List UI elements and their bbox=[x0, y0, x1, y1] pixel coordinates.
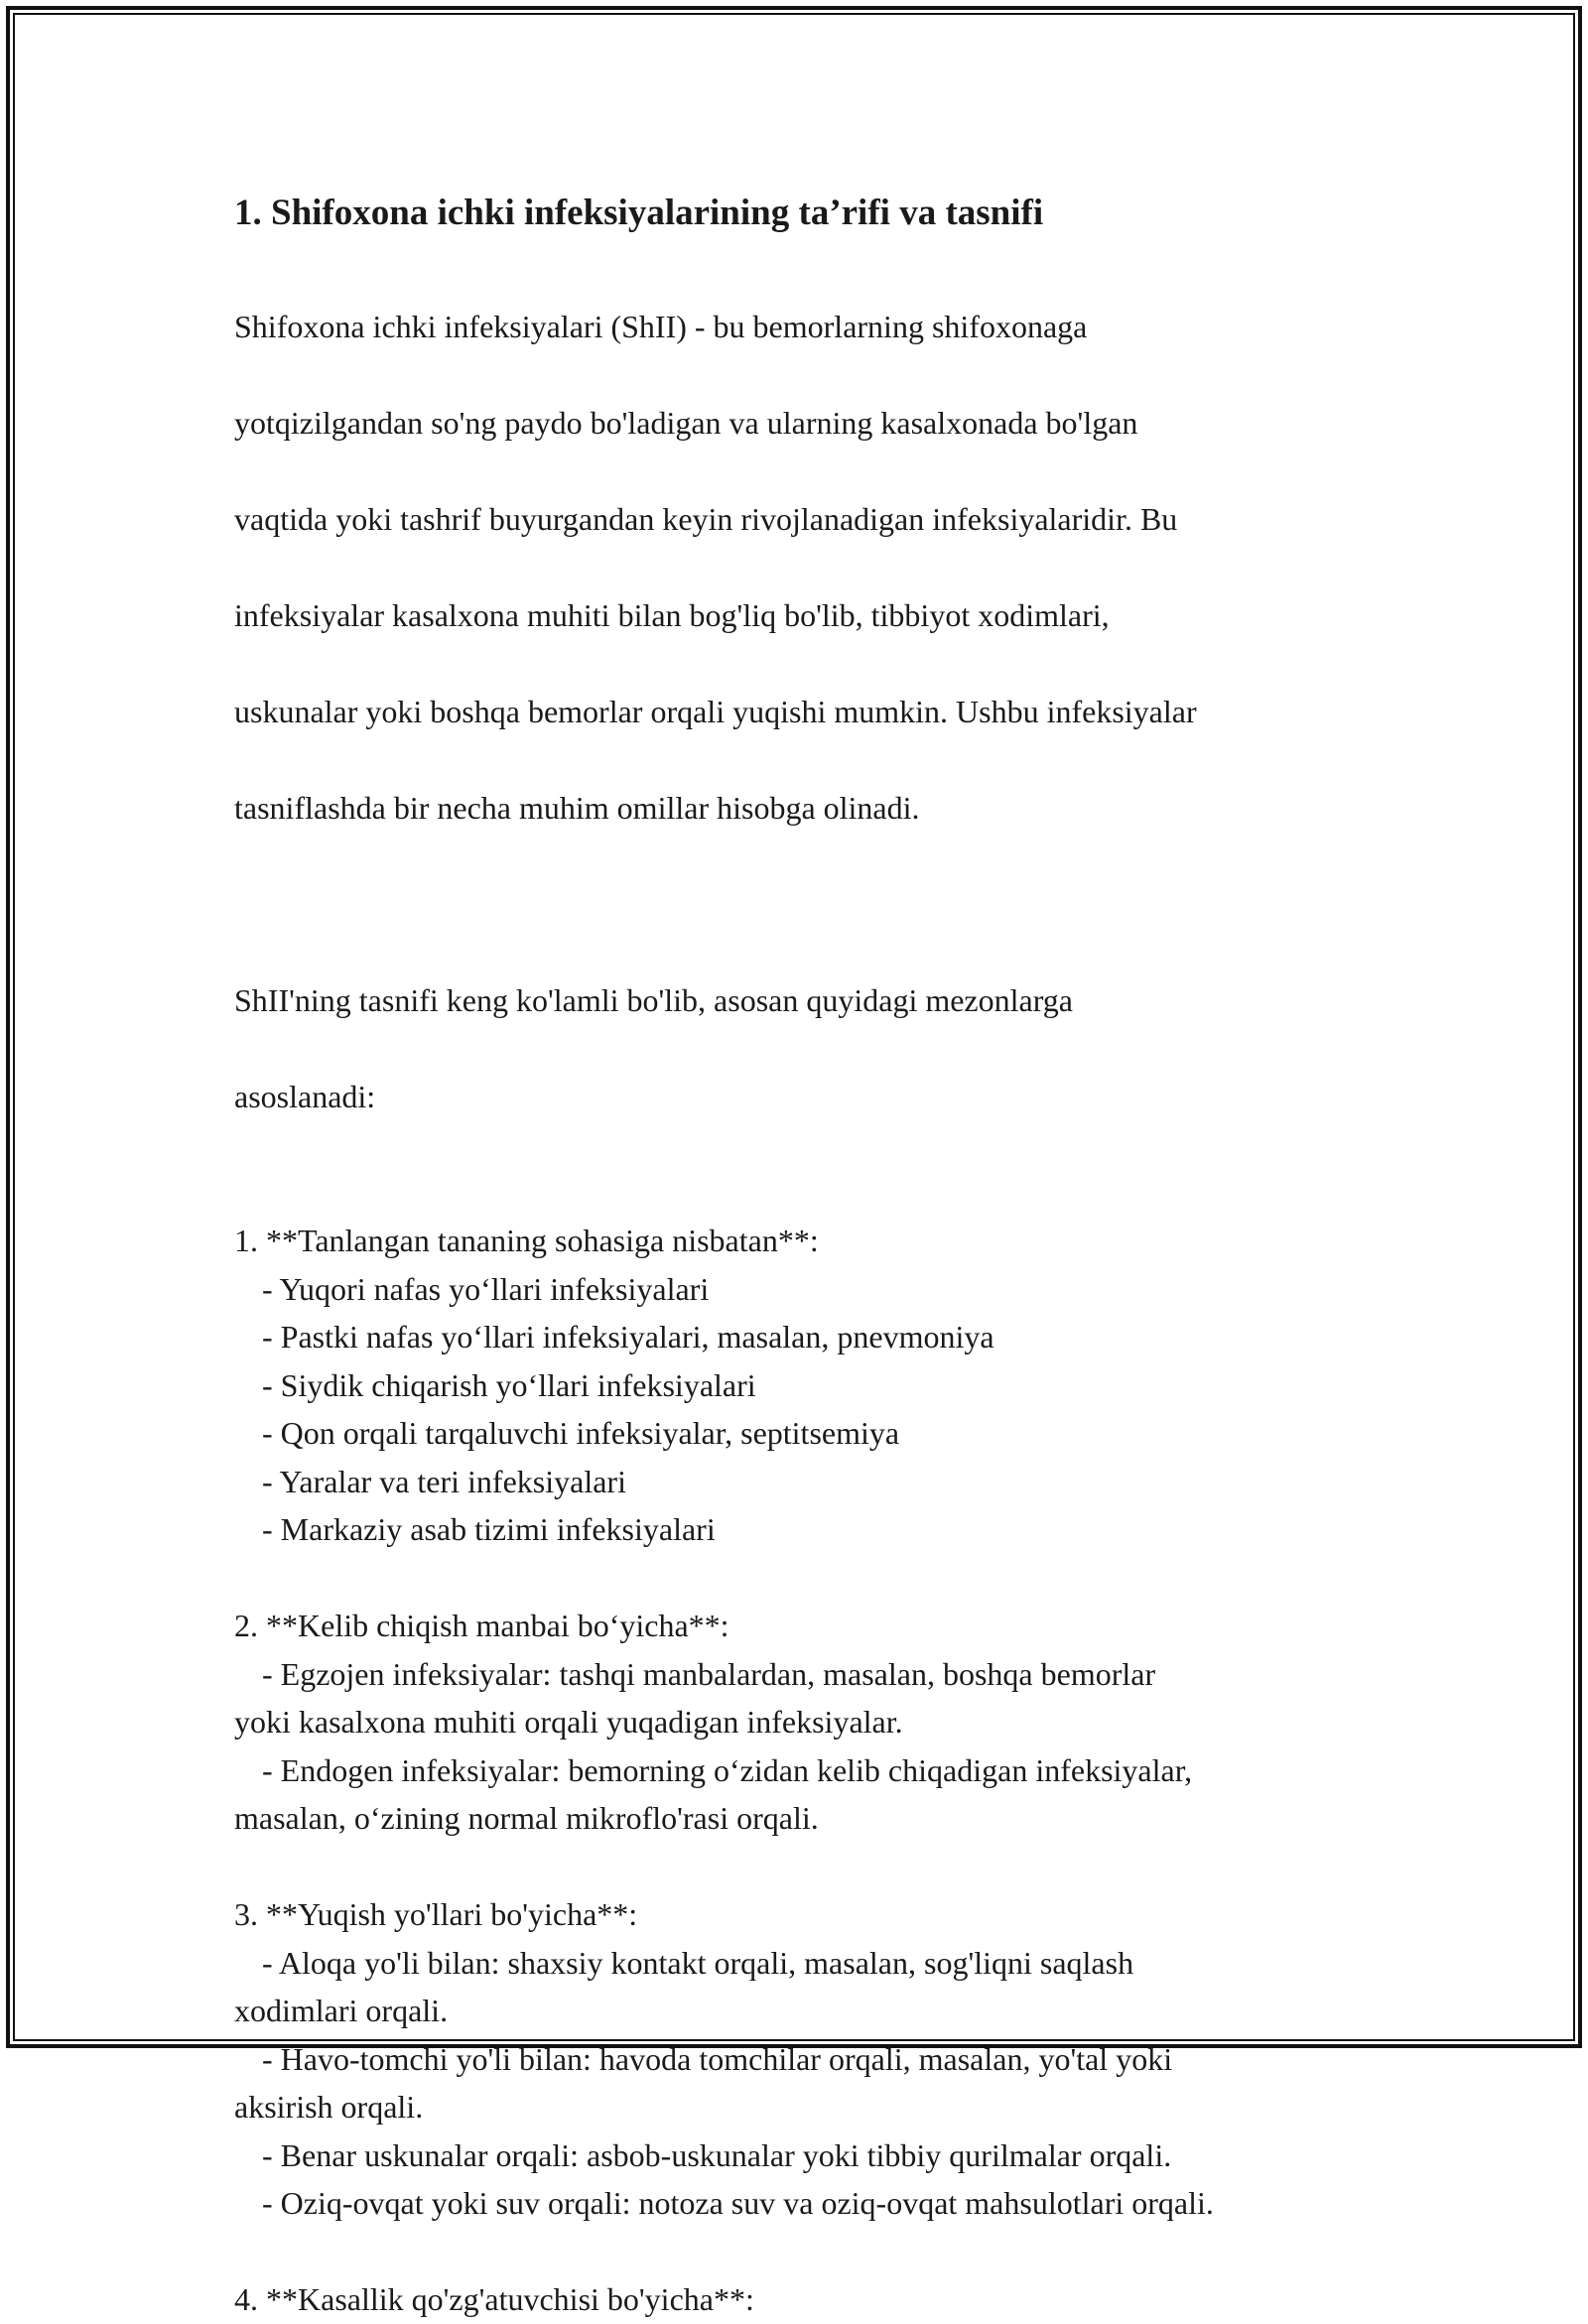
classification-paragraph bbox=[234, 928, 1376, 1169]
intro-line: vaqtida yoki tashrif buyurgandan keyin rivojlanadigan infeksiyalaridir. Bu bbox=[234, 500, 1178, 537]
intro-line: uskunalar yoki boshqa bemorlar orqali yuqishi mumkin. Ushbu infeksiyalar bbox=[234, 693, 1197, 729]
section-2 bbox=[234, 1602, 1376, 1843]
list-item: - Endogen infeksiyalar: bemorning o‘zidan kelib chiqadigan infeksiyalar, bbox=[262, 1751, 1193, 1788]
list-item: - Siydik chiqarish yo‘llari infeksiyalari bbox=[262, 1366, 756, 1403]
section-2-heading: 2. **Kelib chiqish manbai bo‘yicha**: bbox=[234, 1608, 729, 1643]
list-item: - Havo-tomchi yo'li bilan: havoda tomchilar orqali, masalan, yo'tal yoki bbox=[262, 2040, 1173, 2077]
list-item: - Yaralar va teri infeksiyalari bbox=[262, 1463, 626, 1499]
list-item-continuation: masalan, o‘zining normal mikroflo'rasi orqali. bbox=[234, 1800, 819, 1836]
list-item-continuation: yoki kasalxona muhiti orqali yuqadigan infeksiyalar. bbox=[234, 1704, 903, 1740]
section-3-heading: 3. **Yuqish yo'llari bo'yicha**: bbox=[234, 1896, 638, 1932]
intro-line: Shifoxona ichki infeksiyalari (ShII) - bu bemorlarning shifoxonaga bbox=[234, 308, 1088, 344]
list-item: - Benar uskunalar orqali: asbob-uskunalar yoki tibbiy qurilmalar orqali. bbox=[262, 2136, 1172, 2173]
intro-line: yotqizilgandan so'ng paydo bo'ladigan va ularning kasalxonada bo'lgan bbox=[234, 404, 1138, 441]
section-3 bbox=[234, 1890, 1376, 2228]
intro-line: tasniflashda bir necha muhim omillar hisobga olinadi. bbox=[234, 789, 920, 826]
intro-line: infeksiyalar kasalxona muhiti bilan bog'liq bo'lib, tibbiyot xodimlari, bbox=[234, 596, 1110, 633]
spacer bbox=[234, 2228, 1376, 2276]
classification-line: asoslanadi: bbox=[234, 1078, 376, 1114]
classification-line: ShII'ning tasnifi keng ko'lamli bo'lib, asosan quyidagi mezonlarga bbox=[234, 981, 1073, 1018]
document-title: 1. Shifoxona ichki infeksiyalarining ta’rifi va tasnifi bbox=[234, 193, 1044, 233]
spacer bbox=[234, 1843, 1376, 1891]
list-item: - Pastki nafas yo‘llari infeksiyalari, masalan, pnevmoniya bbox=[262, 1319, 994, 1355]
list-item: - Oziq-ovqat yoki suv orqali: notoza suv va oziq-ovqat mahsulotlari orqali. bbox=[262, 2185, 1214, 2221]
spacer bbox=[234, 1169, 1376, 1218]
section-1 bbox=[234, 1217, 1376, 1554]
list-item-continuation: aksirish orqali. bbox=[234, 2089, 424, 2125]
spacer bbox=[234, 880, 1376, 929]
list-item: - Qon orqali tarqaluvchi infeksiyalar, septitsemiya bbox=[262, 1415, 900, 1451]
list-item: - Egzojen infeksiyalar: tashqi manbalardan, masalan, boshqa bemorlar bbox=[262, 1655, 1156, 1692]
intro-paragraph bbox=[234, 254, 1376, 880]
section-1-heading: 1. **Tanlangan tananing sohasiga nisbatan**: bbox=[234, 1223, 819, 1258]
document-body bbox=[234, 185, 1376, 2324]
list-item: - Aloqa yo'li bilan: shaxsiy kontakt orqali, masalan, sog'liqni saqlash bbox=[262, 1944, 1134, 1981]
list-item: - Markaziy asab tizimi infeksiyalari bbox=[262, 1511, 716, 1547]
list-item: - Yuqori nafas yo‘llari infeksiyalari bbox=[262, 1270, 710, 1307]
list-item-continuation: xodimlari orqali. bbox=[234, 1993, 449, 2028]
spacer bbox=[234, 1554, 1376, 1603]
section-4-heading: 4. **Kasallik qo'zg'atuvchisi bo'yicha**: bbox=[234, 2281, 754, 2317]
section-4 bbox=[234, 2275, 1376, 2324]
